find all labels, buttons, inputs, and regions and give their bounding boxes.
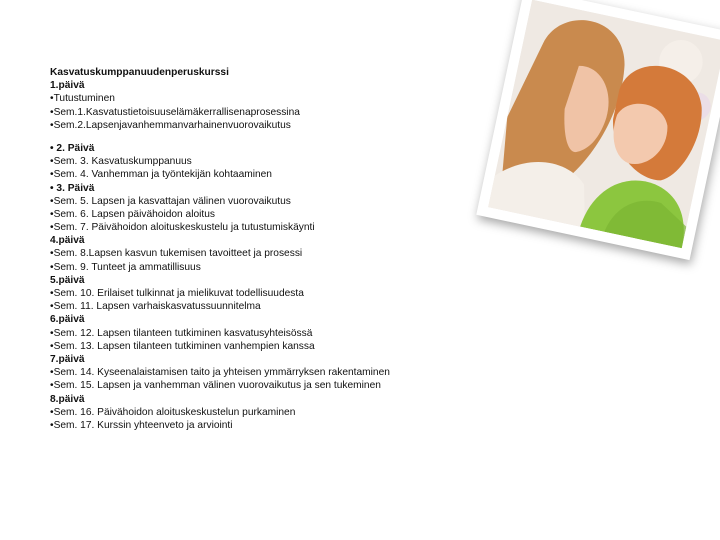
list-item: • Sem. 5. Lapsen ja kasvattajan välinen vuorovaikutus bbox=[50, 195, 490, 208]
list-item: • Tutustuminen bbox=[50, 92, 490, 105]
day-heading: 5.päivä bbox=[50, 274, 85, 286]
list-item: • Sem. 12. Lapsen tilanteen tutkiminen kasvatusyhteisössä bbox=[50, 327, 490, 340]
list-item: • Sem. 11. Lapsen varhaiskasvatussuunnitelma bbox=[50, 300, 490, 313]
list-item: • Sem. 6. Lapsen päivähoidon aloitus bbox=[50, 208, 490, 221]
course-outline bbox=[50, 66, 490, 432]
list-item: • Sem. 3. Kasvatuskumppanuus bbox=[50, 155, 490, 168]
session-list bbox=[50, 142, 490, 432]
list-item: • Sem. 16. Päivähoidon aloituskeskustelun purkaminen bbox=[50, 406, 490, 419]
photo-illustration bbox=[488, 0, 720, 248]
day-heading: • 3. Päivä bbox=[50, 182, 490, 195]
day-heading: 8.päivä bbox=[50, 393, 85, 405]
list-item: • Sem. 4. Vanhemman ja työntekijän kohtaaminen bbox=[50, 168, 490, 181]
list-item: • Sem.2.Lapsenjavanhemmanvarhainenvuorovaikutus bbox=[50, 119, 490, 132]
photo-card bbox=[476, 0, 720, 260]
day-heading: • 2. Päivä bbox=[50, 142, 490, 155]
list-item: • Sem. 17. Kurssin yhteenveto ja arviointi bbox=[50, 419, 490, 432]
day-heading: 7.päivä bbox=[50, 353, 85, 365]
photo-mother-child bbox=[488, 0, 720, 248]
day-heading: 6.päivä bbox=[50, 314, 85, 326]
document-title: Kasvatuskumppanuudenperuskurssi bbox=[50, 67, 229, 78]
list-item: • Sem.1.Kasvatustietoisuuselämäkerrallisenaprosessina bbox=[50, 106, 490, 119]
list-item: • Sem. 13. Lapsen tilanteen tutkiminen vanhempien kanssa bbox=[50, 340, 490, 353]
day-heading: 4.päivä bbox=[50, 235, 85, 247]
spacer bbox=[50, 132, 490, 142]
list-item: • Sem. 15. Lapsen ja vanhemman välinen vuorovaikutus ja sen tukeminen bbox=[50, 379, 490, 392]
list-item: • Sem. 8.Lapsen kasvun tukemisen tavoitteet ja prosessi bbox=[50, 247, 490, 260]
list-item: • Sem. 7. Päivähoidon aloituskeskustelu ja tutustumiskäynti bbox=[50, 221, 490, 234]
list-item: • Sem. 10. Erilaiset tulkinnat ja mielikuvat todellisuudesta bbox=[50, 287, 490, 300]
list-item: • Sem. 14. Kyseenalaistamisen taito ja yhteisen ymmärryksen rakentaminen bbox=[50, 366, 490, 379]
day-heading: 1.päivä bbox=[50, 80, 85, 92]
list-item: • Sem. 9. Tunteet ja ammatillisuus bbox=[50, 261, 490, 274]
